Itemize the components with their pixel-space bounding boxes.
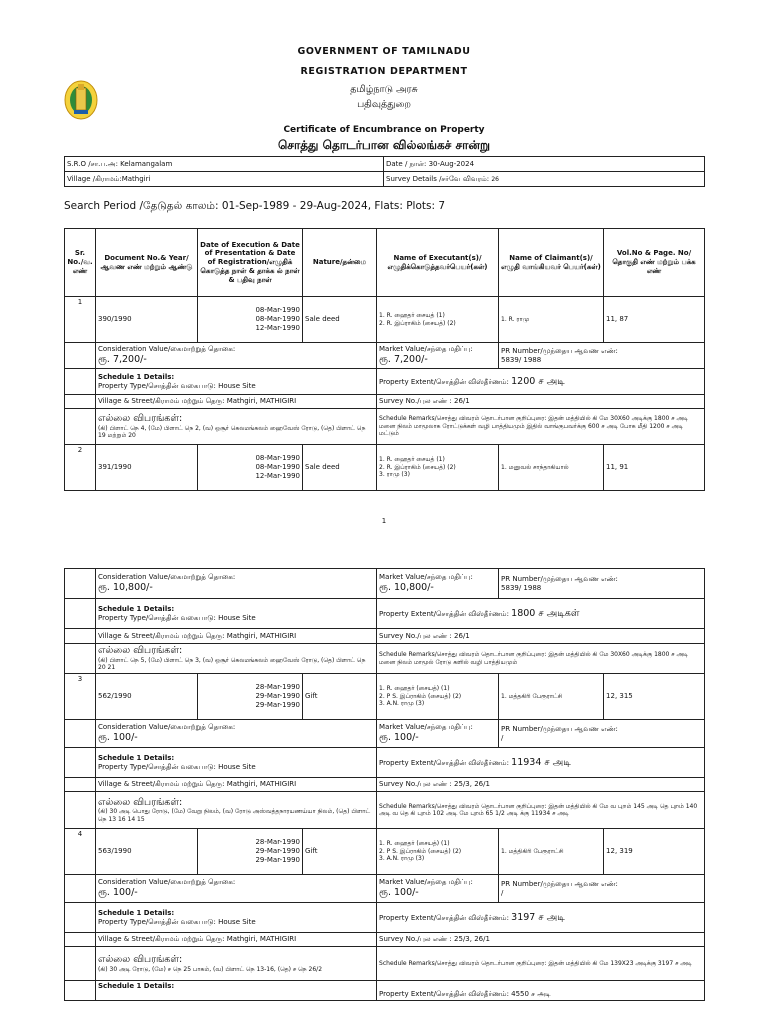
executant: 2. P S. இப்ராகிம் (சையத்) (2) [379,847,462,855]
office-info-table [64,156,705,187]
property-extent [377,748,705,778]
boundary-label: எல்லை விபரங்கள்: [98,796,183,808]
schedule-remarks [377,409,705,445]
registration-date: 29-Mar-1990 [255,700,300,709]
property-type: Property Type/சொத்தின் வகைபாடு: House Site [98,613,256,622]
consideration-label: Consideration Value/கைமாற்றுத் தொகை: [98,723,236,732]
encumbrance-table-page1 [64,228,705,491]
doc-no: 562/1990 [96,674,198,720]
consideration-value [96,343,377,369]
registration-date: 12-Mar-1990 [255,471,300,480]
table-row [65,829,705,875]
boundary [96,947,377,981]
boundary-text: (கி) பிளாட் நெ 5, (மே) பிளாட் நெ 3, (வ) ஒசூர் கெலமங்கலம் ஹைவேஸ் ரோடு, (தெ) பிளாட் நெ 20 21 [98,656,366,672]
remarks-label: Schedule Remarks/சொத்து விவரம் தொடர்பான குறிப்புரை: [379,802,547,810]
extent-value: 3197 ச அடி [511,911,565,923]
dates [198,829,303,875]
certificate-title-tamil: சொத்து தொடர்பான வில்லங்கச் சான்று [277,138,491,152]
nature: Gift [303,829,377,875]
registration-date: 29-Mar-1990 [255,855,300,864]
schedule-label: Schedule 1 Details: [98,604,175,613]
boundary-text: (கி) பிளாட் நெ 4, (மே) பிளாட் நெ 2, (வ) ஒசூர் கெலமங்கலம் ஹைவேஸ் ரோடு, (தெ) பிளாட் நெ 19 மற்றும் 20 [98,424,366,440]
presentation-date: 29-Mar-1990 [255,692,300,701]
survey-label: Survey No./புல எண் : [379,631,452,640]
dept-title: REGISTRATION DEPARTMENT [300,66,468,77]
market-amount: ரூ. 10,800/- [379,581,434,593]
search-period [64,200,445,213]
col-date: Date of Execution & Date of Presentation & Date of Registration/எழுதிக் கொடுத்த நாள் & தாக்க ல் நாள் & பதிவு நாள் [198,229,303,297]
boundary [96,409,377,445]
property-extent [377,369,705,395]
schedule-label: Schedule 1 Details: [98,372,175,381]
pr-number [499,875,705,903]
survey-label: Survey No./புல எண் : [379,935,452,944]
executant: 3. A.N. ராமு (3) [379,700,425,708]
schedule-row [65,369,705,395]
pr-label: PR Number/முந்தைய ஆவண எண்: [501,574,618,583]
extent-value: 11934 ச அடி [511,756,571,768]
executant: 2. R. இப்ராகிம் (சையத்) (2) [379,463,456,471]
col-doc: Document No.& Year/ ஆவண எண் மற்றும் ஆண்டு [96,229,198,297]
pr-label: PR Number/முந்தைய ஆவண எண்: [501,346,618,355]
registration-date: 12-Mar-1990 [255,323,300,332]
schedule-label: Schedule 1 Details: [98,753,175,762]
survey-number: 26 [491,175,499,183]
executant: 3. A.N. ராமு (3) [379,855,425,863]
survey-number [377,629,705,644]
dates [198,674,303,720]
execution-date: 28-Mar-1990 [255,838,300,847]
consideration-value [96,720,377,748]
extent-label: Property Extent/சொத்தின் விஸ்தீர்ணம்: [379,377,509,386]
consideration-label: Consideration Value/கைமாற்றுத் தொகை: [98,878,236,887]
claimants: 1. மத்திகிரி பேரூராட்சி [499,829,604,875]
value-row [65,875,705,903]
pr-number [499,569,705,599]
executants [377,445,499,491]
extent-value: 1200 ச அடி [511,375,565,387]
extent-label: Property Extent/சொத்தின் விஸ்தீர்ணம்: [379,913,509,922]
remarks-text: இதன் மத்தியில் கி மே 30X60 அடிக்கு 1800 ச அடி மனை நிலம் மாமூலாக ரோட்டுக்கள் வழி பாத்தியமும் இதில் வாங்குபவர்க்கு 600 ச அடி போக மீதி 1200 ச அடி மட்டும் [379,415,688,438]
market-value [377,569,499,599]
market-label: Market Value/சந்தை மதிப்பு: [379,723,473,732]
boundary-label: எல்லை விபரங்கள்: [98,953,183,965]
col-claimant: Name of Claimant(s)/ எழுதி வாங்கியவர் பெயர்(கள்) [499,229,604,297]
survey-value: 25/3, 26/1 [454,780,490,789]
boundary-row [65,409,705,445]
property-type: Property Type/சொத்தின் வகைபாடு: House Site [98,762,256,771]
vol-page: 12, 315 [604,674,705,720]
pr-number [499,343,705,369]
claimants: 1. மனுவல் சாந்தாகியால் [499,445,604,491]
search-period-label: Search Period /தேடுதல் காலம்: [64,200,219,212]
village-street: Village & Street/கிராமம் மற்றும் தெரு: Mathgiri, MATHIGIRI [96,395,377,409]
vol-page: 11, 87 [604,297,705,343]
dept-title-tamil: பதிவுத்துறை [357,99,411,110]
property-extent [377,903,705,933]
schedule-remarks [377,947,705,981]
pr-number [499,720,705,748]
schedule-remarks [377,792,705,829]
property-extent [377,599,705,629]
claimants: 1. R. ராமு [499,297,604,343]
executant: 3. ராமு (3) [379,471,410,479]
boundary [96,644,377,674]
value-row [65,569,705,599]
executant: 2. P S. இப்ராகிம் (சையத்) (2) [379,692,462,700]
schedule-row [65,748,705,778]
sr-no: 4 [65,829,96,875]
survey-number [377,778,705,792]
tamilnadu-emblem-icon [64,80,98,120]
market-amount: ரூ. 7,200/- [379,353,428,365]
extent-value: 1800 ச அடிகள் [511,607,580,619]
survey-cell [384,172,705,187]
pr-label: PR Number/முந்தைய ஆவண எண்: [501,879,618,888]
survey-value: 25/3, 26/1 [454,935,490,944]
boundary-row [65,792,705,829]
market-amount: ரூ. 100/- [379,886,419,898]
executants [377,674,499,720]
dates [198,297,303,343]
schedule-details [96,599,377,629]
doc-no: 391/1990 [96,445,198,491]
govt-title: GOVERNMENT OF TAMILNADU [297,46,471,57]
executant: 1. R. ஹைதர் (சையத்) (1) [379,840,450,848]
village-row [65,395,705,409]
remarks-text: இதன் மத்தியில் கி மே 30X60 அடிக்கு 1800 ச அடி மனை நிலம் மாமூல் ரோடு களில் வழி பாத்தியமும் [379,651,688,666]
remarks-label: Schedule Remarks/சொத்து விவரம் தொடர்பான குறிப்புரை: [379,959,547,967]
survey-value: 26/1 [454,397,470,406]
vol-page: 11, 91 [604,445,705,491]
schedule-details [96,369,377,395]
govt-title-tamil: தமிழ்நாடு அரசு [350,84,418,95]
market-amount: ரூ. 100/- [379,731,419,743]
pr-value: / [501,733,504,742]
market-value [377,720,499,748]
village-row [65,629,705,644]
remarks-label: Schedule Remarks/சொத்து விவரம் தொடர்பான குறிப்புரை: [379,415,547,423]
executants [377,829,499,875]
schedule-remarks [377,644,705,674]
survey-value: 26/1 [454,631,470,640]
search-period-value: 01-Sep-1989 - 29-Aug-2024, Flats: Plots: 7 [221,200,446,212]
table-row [65,674,705,720]
market-value [377,343,499,369]
consideration-label: Consideration Value/கைமாற்றுத் தொகை: [98,573,236,582]
village-cell: Village /கிராமம்:Mathgiri [65,172,384,187]
boundary-text: (கி) 30 அடி ரோடு, (மே) ச நெ 25 பாகம், (வ) பிளாட் நெ 13-16, (தெ) ச நெ 26/2 [98,965,323,973]
village-street: Village & Street/கிராமம் மற்றும் தெரு: Mathgiri, MATHIGIRI [96,933,377,947]
schedule-label: Schedule 1 Details: [98,908,175,917]
executant: 1. R. ஹைதர் (சையத்) (1) [379,685,450,693]
header-row [65,229,705,297]
page-number: 1 [381,517,387,525]
survey-number [377,395,705,409]
boundary [96,792,377,829]
consideration-amount: ரூ. 10,800/- [98,581,153,593]
consideration-amount: ரூ. 7,200/- [98,353,147,365]
execution-date: 08-Mar-1990 [255,454,300,463]
sr-no: 2 [65,445,96,491]
boundary-row [65,947,705,981]
remarks-text: இதன் மத்தியில் கி மே 139X23 அடிக்கு 3197 ச அடி [548,959,692,967]
cut-off-row [65,981,705,1001]
schedule-label: Schedule 1 Details: [96,981,377,1001]
execution-date: 08-Mar-1990 [255,306,300,315]
certificate-title: Certificate of Encumbrance on Property [283,125,485,135]
schedule-details [96,748,377,778]
encumbrance-table-page2 [64,568,705,1001]
executant: 1. R. ஹைதர் சையத் (1) [379,312,445,319]
presentation-date: 08-Mar-1990 [255,463,300,472]
col-sr: Sr. No./வ. எண் [65,229,96,297]
date-cell: Date / நாள்: 30-Aug-2024 [384,157,705,172]
value-row [65,720,705,748]
schedule-row [65,599,705,629]
market-label: Market Value/சந்தை மதிப்பு: [379,878,473,887]
pr-value: 5839/ 1988 [501,583,542,592]
consideration-amount: ரூ. 100/- [98,731,138,743]
boundary-label: எல்லை விபரங்கள்: [98,645,183,657]
sr-no: 3 [65,674,96,720]
nature: Sale deed [303,445,377,491]
sro-cell: S.R.O /சா.ப.அ: Kelamangalam [65,157,384,172]
doc-no: 563/1990 [96,829,198,875]
col-vol: Vol.No & Page. No/ தொகுதி எண் மற்றும் பக்க எண் [604,229,705,297]
remarks-text: இதன் மத்தியில் கி மே வ புறம் 145 அடி தெ புறம் 140 அடி வ தெ கி புறம் 102 அடி மே புறம் 65 1/2 அடி க்கு 11934 ச அடி [379,802,698,817]
village-street: Village & Street/கிராமம் மற்றும் தெரு: Mathgiri, MATHIGIRI [96,629,377,644]
consideration-label: Consideration Value/கைமாற்றுத் தொகை: [98,345,236,354]
survey-label: Survey Details /சர்வே விவரம்: [386,174,490,183]
extent-label: Property Extent/சொத்தின் விஸ்தீர்ணம்: [379,609,509,618]
property-extent-cut: Property Extent/சொத்தின் விஸ்தீர்ணம்: 4550 ச அடி [377,981,705,1001]
pr-value: 5839/ 1988 [501,355,542,364]
market-label: Market Value/சந்தை மதிப்பு: [379,345,473,354]
boundary-label: எல்லை விபரங்கள்: [98,413,183,425]
village-row [65,778,705,792]
survey-label: Survey No./புல எண் : [379,397,452,406]
sr-no: 1 [65,297,96,343]
market-value [377,875,499,903]
presentation-date: 08-Mar-1990 [255,315,300,324]
nature: Gift [303,674,377,720]
property-type: Property Type/சொத்தின் வகைபாடு: House Site [98,381,256,390]
consideration-value [96,569,377,599]
market-label: Market Value/சந்தை மதிப்பு: [379,573,473,582]
executants [377,297,499,343]
executant: 2. R. இப்ராகிம் (சையத்) (2) [379,319,456,327]
pr-value: / [501,888,504,897]
doc-no: 390/1990 [96,297,198,343]
village-row [65,933,705,947]
pr-label: PR Number/முந்தைய ஆவண எண்: [501,724,618,733]
consideration-amount: ரூ. 100/- [98,886,138,898]
survey-label: Survey No./புல எண் : [379,780,452,789]
nature: Sale deed [303,297,377,343]
boundary-row [65,644,705,674]
col-nature: Nature/தன்மை [303,229,377,297]
table-row [65,297,705,343]
dates [198,445,303,491]
remarks-label: Schedule Remarks/சொத்து விவரம் தொடர்பான குறிப்புரை: [379,651,547,658]
consideration-value [96,875,377,903]
table-row [65,445,705,491]
schedule-details [96,903,377,933]
schedule-row [65,903,705,933]
village-street: Village & Street/கிராமம் மற்றும் தெரு: Mathgiri, MATHIGIRI [96,778,377,792]
execution-date: 28-Mar-1990 [255,683,300,692]
claimants: 1. மத்தகிரி பேரூராட்சி [499,674,604,720]
survey-number [377,933,705,947]
extent-label: Property Extent/சொத்தின் விஸ்தீர்ணம்: [379,758,509,767]
property-type: Property Type/சொத்தின் வகைபாடு: House Site [98,917,256,926]
executant: 1. R. ஹைதர் சையத் (1) [379,456,445,464]
value-row [65,343,705,369]
presentation-date: 29-Mar-1990 [255,847,300,856]
col-executant: Name of Executant(s)/ எழுதிக்கொடுத்தவர்பெயர்(கள்) [377,229,499,297]
vol-page: 12, 319 [604,829,705,875]
boundary-text: (கி) 30 அடி பொது ரோடு, (மே) வேறு நிலம், (வ) ரோடு அஸ்வத்தநாரயணய்யா நிலம், (தெ) பிளாட் நெ 13 16 14 15 [98,808,371,823]
